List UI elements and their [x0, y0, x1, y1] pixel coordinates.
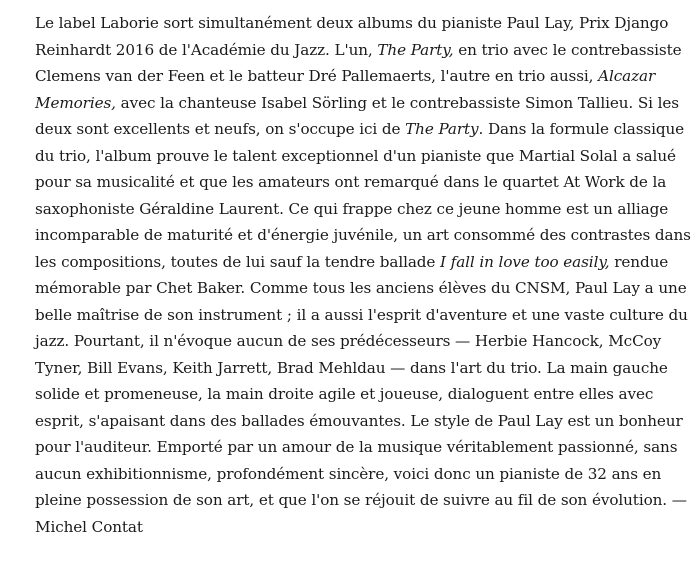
text-line [35, 408, 698, 435]
text-line [35, 196, 698, 223]
italic-title-text: Alcazar [598, 67, 656, 85]
body-text: pour sa musicalité et que les amateurs ont remarqué dans le quartet At Work de la [35, 173, 667, 191]
body-text: esprit, s'apaisant dans des ballades émouvantes. Le style de Paul Lay est un bonheur [35, 411, 683, 430]
text-line [35, 63, 698, 90]
text-line [35, 249, 698, 276]
body-text: les compositions, toutes de lui sauf la tendre ballade [35, 252, 441, 271]
body-text: deux sont excellents et neufs, on s'occupe ici de [35, 120, 406, 138]
body-text: solide et promeneuse, la main droite agile et joueuse, dialoguent entre elles avec [35, 385, 654, 403]
body-text: aucun exhibitionnisme, profondément sincère, voici donc un pianiste de 32 ans en [35, 464, 662, 483]
text-line [35, 275, 698, 302]
italic-title-text: Memories, [35, 93, 116, 112]
body-text: rendue [609, 252, 669, 271]
text-line [35, 37, 698, 64]
body-text: . Dans la formule classique [478, 120, 685, 138]
text-line [35, 434, 698, 461]
text-line [35, 514, 698, 541]
text-line [35, 169, 698, 196]
body-text: jazz. Pourtant, il n'évoque aucun de ses prédécesseurs — Herbie Hancock, McCoy [35, 332, 662, 350]
body-text: mémorable par Chet Baker. Comme tous les anciens élèves du CNSM, Paul Lay a une [35, 279, 687, 297]
body-text: Le label Laborie sort simultanément deux albums du pianiste Paul Lay, Prix Django [35, 14, 669, 32]
body-text: Tyner, Bill Evans, Keith Jarrett, Brad Mehldau — dans l'art du trio. La main gauche [35, 358, 668, 377]
text-line [35, 116, 698, 143]
text-line [35, 302, 698, 329]
body-text: pleine possession de son art, et que l'on se réjouit de suivre au fil de son évolution. — [35, 491, 687, 509]
text-line [35, 222, 698, 249]
body-text: belle maîtrise de son instrument ; il a aussi l'esprit d'aventure et une vaste culture du [35, 305, 688, 324]
italic-title-text: The Party, [377, 40, 454, 59]
text-line [35, 143, 698, 170]
body-text: Clemens van der Feen et le batteur Dré Pallemaerts, l'autre en trio aussi, [35, 67, 599, 85]
body-text: saxophoniste Géraldine Laurent. Ce qui frappe chez ce jeune homme est un alliage [35, 199, 669, 218]
text-line [35, 90, 698, 117]
italic-title-text: I fall in love too easily, [440, 252, 610, 271]
italic-title-text: The Party [405, 120, 479, 138]
text-line [35, 381, 698, 408]
body-text: avec la chanteuse Isabel Sörling et le contrebassiste Simon Tallieu. Si les [115, 93, 680, 112]
body-text: Reinhardt 2016 de l'Académie du Jazz. L'un, [35, 40, 378, 59]
text-line [35, 487, 698, 514]
body-text: pour l'auditeur. Emporté par un amour de la musique véritablement passionné, sans [35, 438, 678, 456]
body-text: Michel Contat [35, 517, 143, 536]
article-paragraph [35, 10, 698, 540]
text-line [35, 10, 698, 37]
body-text: incomparable de maturité et d'énergie juvénile, un art consommé des contrastes dans [35, 226, 691, 244]
text-line [35, 328, 698, 355]
text-line [35, 355, 698, 382]
body-text: du trio, l'album prouve le talent exceptionnel d'un pianiste que Martial Solal a salué [35, 146, 676, 165]
body-text: en trio avec le contrebassiste [453, 40, 682, 59]
text-line [35, 461, 698, 488]
